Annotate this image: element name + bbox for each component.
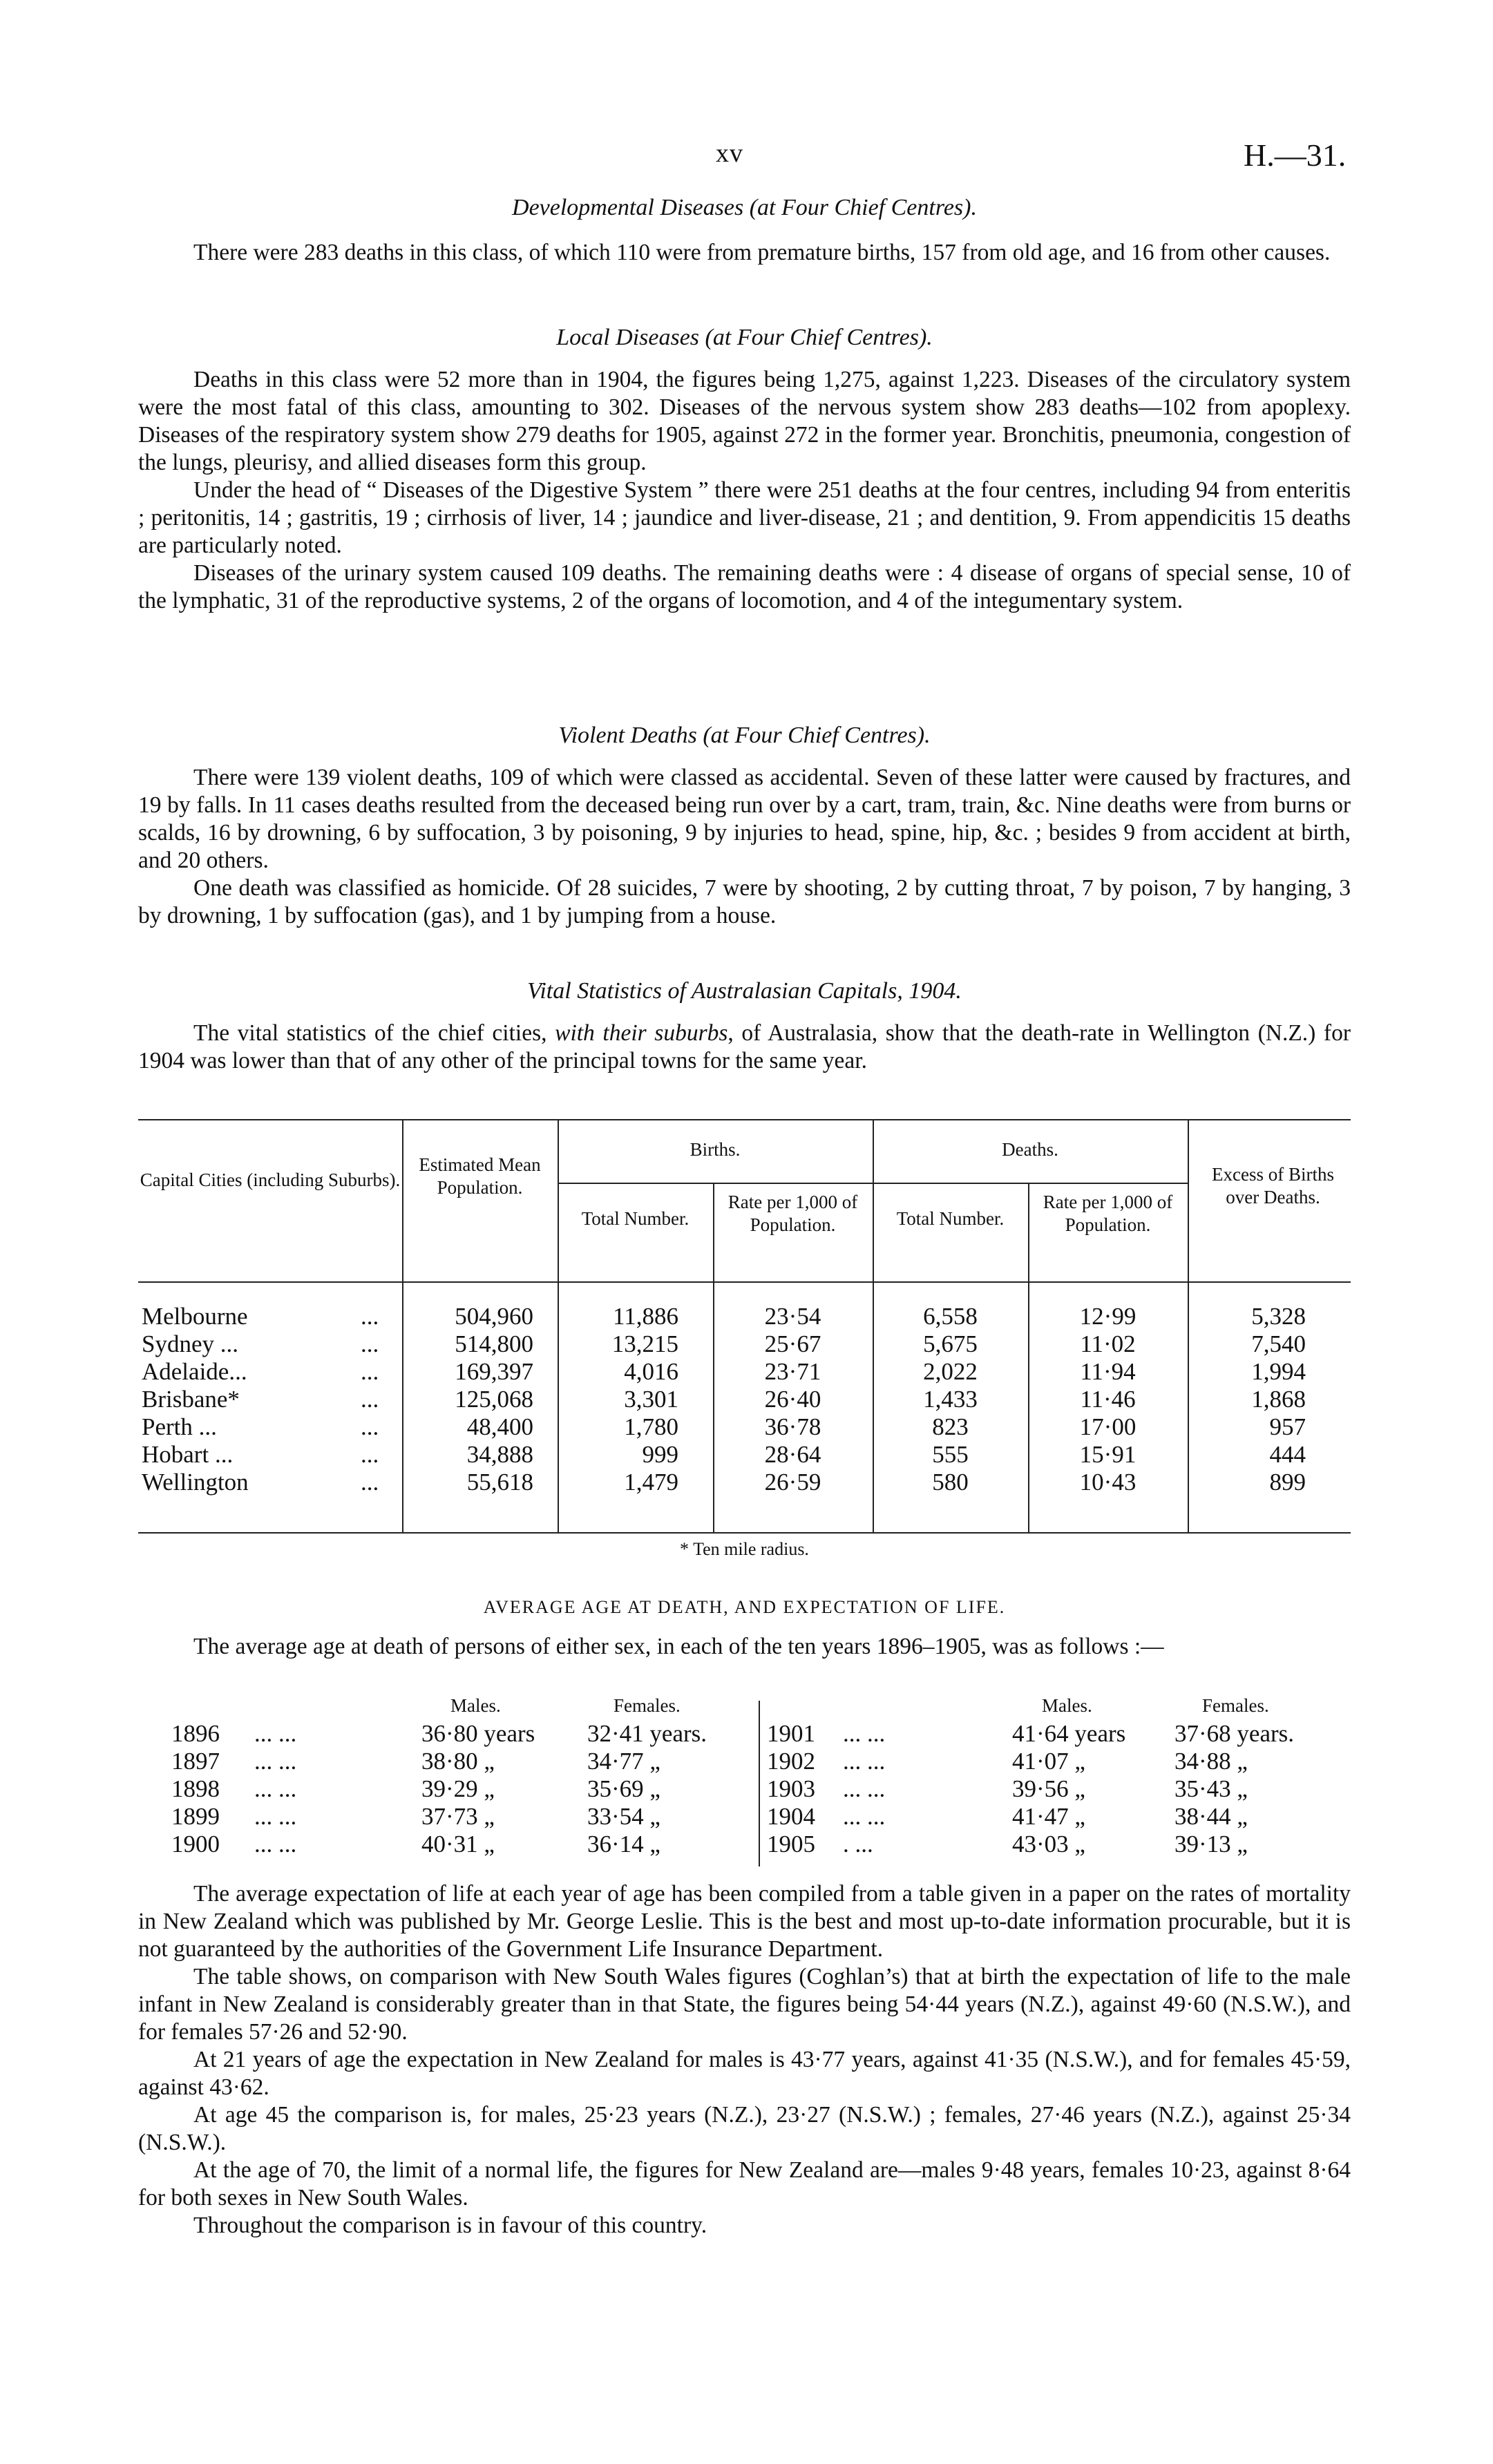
age-females: 39·13 „ bbox=[1175, 1831, 1248, 1857]
cell-excess: 5,328 bbox=[1251, 1303, 1306, 1330]
vital-intro-emphasis: with their suburbs bbox=[555, 1020, 728, 1046]
header-births-total: Total Number. bbox=[581, 1208, 690, 1229]
cell-death-rate: 12·99 bbox=[1079, 1303, 1137, 1330]
age-males: 37·73 „ bbox=[421, 1803, 495, 1830]
table-top-rule bbox=[138, 1119, 1351, 1120]
local-paragraph-1: Deaths in this class were 52 more than in 1904, the figures being 1,275, against 1,223. Diseases of the circulatory system were the most fatal of this class, amounting to 302. Diseases of the nervous system show 283 deaths—102 from apoplexy. Diseases of the respiratory system show 279 deaths for 1905, against 272 in the former year. Bronchitis, pneumonia, congestion of the lungs, pleurisy, and allied diseases form this group. bbox=[138, 367, 1351, 475]
vital-heading: Vital Statistics of Australasian Capitals, 1904. bbox=[527, 978, 962, 1004]
cell-deaths: 1,433 bbox=[923, 1386, 978, 1413]
header-deaths: Deaths. bbox=[1002, 1139, 1058, 1160]
age-intro-paragraph: The average age at death of persons of either sex, in each of the ten years 1896–1905, was as follows :— bbox=[193, 1634, 1164, 1659]
cell-death-rate: 11·46 bbox=[1080, 1386, 1136, 1413]
cell-city: Wellington bbox=[142, 1469, 249, 1496]
developmental-heading: Developmental Diseases (at Four Chief Centres). bbox=[512, 195, 977, 220]
local-heading: Local Diseases (at Four Chief Centres). bbox=[556, 325, 933, 350]
cell-deaths: 5,675 bbox=[923, 1330, 978, 1357]
cell-birth-rate: 25·67 bbox=[764, 1330, 821, 1357]
cell-population: 169,397 bbox=[455, 1358, 533, 1385]
cell-birth-rate: 26·59 bbox=[764, 1469, 821, 1496]
cell-excess: 1,868 bbox=[1251, 1386, 1306, 1413]
vital-intro-b: , of Australasia, show that the death-rate in Wellington (N.Z.) for 1904 was lower than that of any other of the principal towns for the same year. bbox=[138, 1020, 1351, 1073]
left-header-females: Females. bbox=[614, 1695, 681, 1716]
age-females: 34·88 „ bbox=[1175, 1748, 1248, 1775]
age-males: 41·64 years bbox=[1012, 1720, 1126, 1747]
cell-births: 999 bbox=[642, 1441, 678, 1468]
cell-births: 13,215 bbox=[611, 1330, 678, 1357]
age-year: 1901 bbox=[767, 1720, 815, 1747]
cell-dots: ... bbox=[361, 1441, 379, 1468]
violent-paragraph-2: One death was classified as homicide. Of 28 suicides, 7 were by shooting, 2 by cutting throat, 7 by poison, 7 by hanging, 3 by drowning, 1 by suffocation (gas), and 1 by jumping from a house. bbox=[138, 875, 1351, 928]
age-year: 1905 bbox=[767, 1831, 815, 1857]
header-births: Births. bbox=[690, 1139, 741, 1160]
cell-birth-rate: 23·54 bbox=[764, 1303, 821, 1330]
cell-death-rate: 11·02 bbox=[1080, 1330, 1136, 1357]
cell-deaths: 555 bbox=[932, 1441, 969, 1468]
cell-city: Adelaide... bbox=[142, 1358, 247, 1385]
local-paragraph-3: Diseases of the urinary system caused 109 deaths. The remaining deaths were : 4 disease of organs of special sense, 10 of the lymphatic, 31 of the reproductive systems, 2 of the organs of locomotion, and 4 of the integumentary system. bbox=[138, 560, 1351, 613]
cell-city: Sydney ... bbox=[142, 1330, 238, 1357]
births-subrule bbox=[558, 1183, 873, 1184]
age-year: 1899 bbox=[171, 1803, 220, 1830]
expectation-section bbox=[138, 1880, 1351, 2239]
age-females: 33·54 „ bbox=[587, 1803, 660, 1830]
age-dots: ... ... bbox=[843, 1720, 886, 1747]
age-females: 32·41 years. bbox=[587, 1720, 707, 1747]
cell-death-rate: 10·43 bbox=[1079, 1469, 1137, 1496]
table-bottom-rule bbox=[138, 1532, 1351, 1534]
cell-birth-rate: 26·40 bbox=[764, 1386, 821, 1413]
age-heading: AVERAGE AGE AT DEATH, AND EXPECTATION OF LIFE. bbox=[483, 1597, 1006, 1617]
age-year: 1900 bbox=[171, 1831, 220, 1857]
developmental-paragraph: There were 283 deaths in this class, of which 110 were from premature births, 157 from old age, and 16 from other causes. bbox=[193, 240, 1331, 265]
cell-population: 34,888 bbox=[466, 1441, 533, 1468]
age-dots: ... ... bbox=[843, 1748, 886, 1775]
cell-births: 3,301 bbox=[624, 1386, 678, 1413]
age-dots: ... ... bbox=[843, 1775, 886, 1802]
cell-birth-rate: 28·64 bbox=[764, 1441, 821, 1468]
cell-dots: ... bbox=[361, 1413, 379, 1440]
table-footnote: * Ten mile radius. bbox=[680, 1539, 809, 1559]
age-females: 37·68 years. bbox=[1175, 1720, 1295, 1747]
expectation-paragraph-4: At age 45 the comparison is, for males, 25·23 years (N.Z.), 23·27 (N.S.W.) ; females, 27·46 years (N.Z.), against 25·34 (N.S.W.). bbox=[138, 2102, 1351, 2155]
age-dots: ... ... bbox=[254, 1748, 297, 1775]
page-folio: xv bbox=[716, 139, 743, 168]
age-dots: ... ... bbox=[843, 1803, 886, 1830]
sheet-number: H.—31. bbox=[1244, 137, 1347, 173]
age-year: 1903 bbox=[767, 1775, 815, 1802]
age-females: 34·77 „ bbox=[587, 1748, 660, 1775]
cell-dots: ... bbox=[361, 1303, 379, 1330]
cell-population: 125,068 bbox=[455, 1386, 533, 1413]
age-year: 1904 bbox=[767, 1803, 815, 1830]
age-dots: ... ... bbox=[254, 1720, 297, 1747]
col-rule bbox=[1188, 1119, 1189, 1534]
cell-births: 11,886 bbox=[613, 1303, 678, 1330]
cell-birth-rate: 36·78 bbox=[764, 1413, 821, 1440]
column-divider bbox=[759, 1701, 760, 1866]
header-excess: Excess of Births over Deaths. bbox=[1212, 1164, 1334, 1207]
cell-population: 504,960 bbox=[455, 1303, 533, 1330]
cell-excess: 1,994 bbox=[1251, 1358, 1306, 1385]
cell-population: 48,400 bbox=[466, 1413, 533, 1440]
cell-birth-rate: 23·71 bbox=[764, 1358, 821, 1385]
col-rule bbox=[873, 1119, 874, 1534]
violent-paragraph-1: There were 139 violent deaths, 109 of which were classed as accidental. Seven of these latter were caused by fractures, and 19 by falls. In 11 cases deaths resulted from the deceased being run over by a cart, tram, train, &c. Nine deaths were from burns or scalds, 16 by drowning, 6 by suffocation, 3 by poisoning, 9 by injuries to head, spine, hip, &c. ; besides 9 from accident at birth, and 20 others. bbox=[138, 765, 1351, 873]
cell-deaths: 2,022 bbox=[923, 1358, 978, 1385]
cell-dots: ... bbox=[361, 1330, 379, 1357]
vital-intro-a: The vital statistics of the chief cities, bbox=[193, 1020, 555, 1046]
cell-death-rate: 11·94 bbox=[1080, 1358, 1136, 1385]
age-dots: ... ... bbox=[254, 1831, 297, 1857]
deaths-subrule bbox=[873, 1183, 1188, 1184]
age-males: 43·03 „ bbox=[1012, 1831, 1085, 1857]
header-capital-cities: Capital Cities (including Suburbs). bbox=[140, 1169, 401, 1190]
cell-city: Brisbane* bbox=[142, 1386, 240, 1413]
violent-section bbox=[138, 764, 1351, 930]
age-males: 39·56 „ bbox=[1012, 1775, 1085, 1802]
left-header-males: Males. bbox=[450, 1695, 501, 1716]
age-dots: ... ... bbox=[254, 1775, 297, 1802]
violent-heading: Violent Deaths (at Four Chief Centres). bbox=[558, 723, 931, 748]
cell-births: 1,780 bbox=[624, 1413, 678, 1440]
age-males: 41·47 „ bbox=[1012, 1803, 1085, 1830]
cell-city: Hobart ... bbox=[142, 1441, 234, 1468]
average-age-table bbox=[138, 1694, 1351, 1866]
age-females: 35·69 „ bbox=[587, 1775, 660, 1802]
header-births-rate: Rate per 1,000 of Population. bbox=[728, 1192, 858, 1235]
col-rule bbox=[402, 1119, 403, 1534]
vital-intro bbox=[138, 1020, 1351, 1075]
age-males: 40·31 „ bbox=[421, 1831, 495, 1857]
age-females: 35·43 „ bbox=[1175, 1775, 1248, 1802]
header-deaths-total: Total Number. bbox=[896, 1208, 1005, 1229]
age-dots: ... ... bbox=[254, 1803, 297, 1830]
cell-excess: 899 bbox=[1269, 1469, 1306, 1496]
cell-population: 514,800 bbox=[455, 1330, 533, 1357]
cell-city: Melbourne bbox=[142, 1303, 248, 1330]
expectation-paragraph-6: Throughout the comparison is in favour of this country. bbox=[193, 2213, 707, 2238]
expectation-paragraph-3: At 21 years of age the expectation in New Zealand for males is 43·77 years, against 41·35 (N.S.W.), and for females 45·59, against 43·62. bbox=[138, 2047, 1351, 2100]
cell-death-rate: 17·00 bbox=[1079, 1413, 1137, 1440]
age-males: 39·29 „ bbox=[421, 1775, 495, 1802]
cell-excess: 444 bbox=[1269, 1441, 1306, 1468]
age-males: 38·80 „ bbox=[421, 1748, 495, 1775]
age-intro bbox=[138, 1633, 1351, 1661]
col-rule bbox=[713, 1183, 714, 1534]
cell-dots: ... bbox=[361, 1386, 379, 1413]
age-females: 36·14 „ bbox=[587, 1831, 660, 1857]
age-males: 41·07 „ bbox=[1012, 1748, 1085, 1775]
cell-excess: 957 bbox=[1269, 1413, 1306, 1440]
col-rule bbox=[1028, 1183, 1029, 1534]
developmental-section bbox=[138, 239, 1351, 267]
cell-dots: ... bbox=[361, 1358, 379, 1385]
cell-births: 1,479 bbox=[624, 1469, 678, 1496]
expectation-paragraph-2: The table shows, on comparison with New South Wales figures (Coghlan’s) that at birth the expectation of life to the male infant in New Zealand is considerably greater than in that State, the figures being 54·44 years (N.Z.), against 49·60 (N.S.W.), and for females 57·26 and 52·90. bbox=[138, 1964, 1351, 2045]
cell-deaths: 823 bbox=[932, 1413, 969, 1440]
age-females: 38·44 „ bbox=[1175, 1803, 1248, 1830]
cell-births: 4,016 bbox=[624, 1358, 678, 1385]
age-dots: . ... bbox=[843, 1831, 873, 1857]
right-header-males: Males. bbox=[1042, 1695, 1092, 1716]
cell-city: Perth ... bbox=[142, 1413, 217, 1440]
vital-intro-paragraph bbox=[138, 1020, 1351, 1075]
header-estimated-population: Estimated Mean Population. bbox=[419, 1154, 541, 1198]
cell-deaths: 6,558 bbox=[923, 1303, 978, 1330]
cell-excess: 7,540 bbox=[1251, 1330, 1306, 1357]
right-header-females: Females. bbox=[1202, 1695, 1269, 1716]
expectation-paragraph-1: The average expectation of life at each year of age has been compiled from a table given in a paper on the rates of mortality in New Zealand which was published by Mr. George Leslie. This is the best and most up-to-date information procurable, but it is not guaranteed by the authorities of the Government Life Insurance Department. bbox=[138, 1881, 1351, 1962]
age-year: 1897 bbox=[171, 1748, 220, 1775]
cell-population: 55,618 bbox=[466, 1469, 533, 1496]
table-header-rule bbox=[138, 1281, 1351, 1283]
local-paragraph-2: Under the head of “ Diseases of the Digestive System ” there were 251 deaths at the four centres, including 94 from enteritis ; peritonitis, 14 ; gastritis, 19 ; cirrhosis of liver, 14 ; jaundice and liver-disease, 21 ; and dentition, 9. From appendicitis 15 deaths are particularly noted. bbox=[138, 477, 1351, 558]
expectation-paragraph-5: At the age of 70, the limit of a normal life, the figures for New Zealand are—males 9·48 years, females 10·23, against 8·64 for both sexes in New South Wales. bbox=[138, 2157, 1351, 2210]
cell-dots: ... bbox=[361, 1469, 379, 1496]
age-year: 1898 bbox=[171, 1775, 220, 1802]
age-year: 1896 bbox=[171, 1720, 220, 1747]
cell-death-rate: 15·91 bbox=[1079, 1441, 1137, 1468]
age-males: 36·80 years bbox=[421, 1720, 535, 1747]
header-deaths-rate: Rate per 1,000 of Population. bbox=[1043, 1192, 1173, 1235]
age-year: 1902 bbox=[767, 1748, 815, 1775]
vital-statistics-table bbox=[138, 1119, 1351, 1534]
col-rule bbox=[558, 1119, 559, 1534]
local-section bbox=[138, 366, 1351, 615]
cell-deaths: 580 bbox=[932, 1469, 969, 1496]
